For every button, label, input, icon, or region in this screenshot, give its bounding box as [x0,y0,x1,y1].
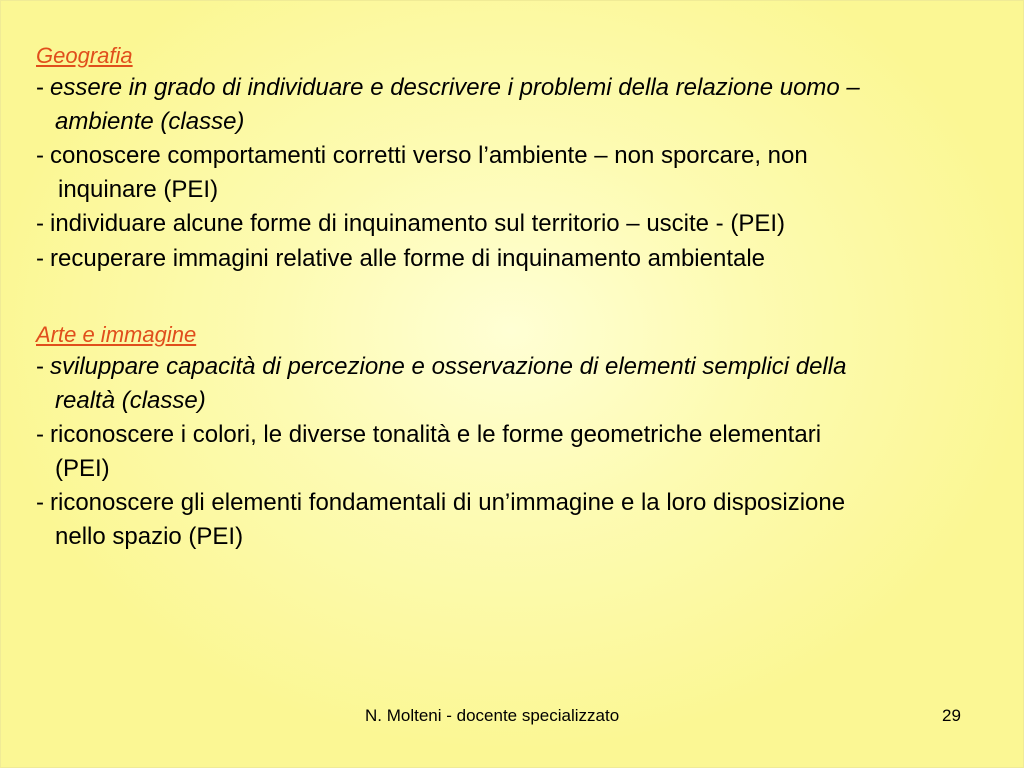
bullet-dash: - [36,245,44,272]
bullet-text: riconoscere i colori, le diverse tonalità e le forme geometriche elementari [50,421,822,448]
bullet-continuation: realtà (classe) [55,387,206,414]
bullet-dash: - [36,353,44,380]
section-title-arte-immagine: Arte e immagine [36,322,197,347]
bullet-item [36,241,1021,276]
bullet-text: riconoscere gli elementi fondamentali di un’immagine e la loro disposizione [50,489,846,516]
bullet-dash: - [36,421,44,448]
bullet-continuation: nello spazio (PEI) [55,523,244,550]
bullet-dash: - [36,142,44,169]
bullet-item [36,138,1021,173]
section-arte-immagine [36,320,1021,553]
bullet-dash: - [36,210,44,237]
bullet-item [36,485,1021,520]
bullet-item [36,70,1021,105]
bullet-dash: - [36,74,44,101]
section-title-geografia: Geografia [36,43,133,68]
section-geografia [36,41,1021,276]
bullet-text: individuare alcune forme di inquinamento sul territorio – uscite - (PEI) [50,210,786,237]
bullet-text: sviluppare capacità di percezione e osservazione di elementi semplici della [50,353,847,380]
slide-content [36,41,1021,553]
bullet-continuation: ambiente (classe) [55,108,245,135]
bullet-text: recuperare immagini relative alle forme di inquinamento ambientale [50,245,766,272]
footer-page-number: 29 [942,706,961,725]
bullet-text: conoscere comportamenti corretti verso l’ambiente – non sporcare, non [50,142,808,169]
bullet-item [36,349,1021,384]
bullet-continuation: (PEI) [55,455,110,482]
bullet-item [36,206,1021,241]
bullet-dash: - [36,489,44,516]
bullet-text: essere in grado di individuare e descrivere i problemi della relazione uomo – [50,74,860,101]
bullet-continuation: inquinare (PEI) [58,176,219,203]
footer-author: N. Molteni - docente specializzato [365,706,620,725]
bullet-item [36,417,1021,452]
